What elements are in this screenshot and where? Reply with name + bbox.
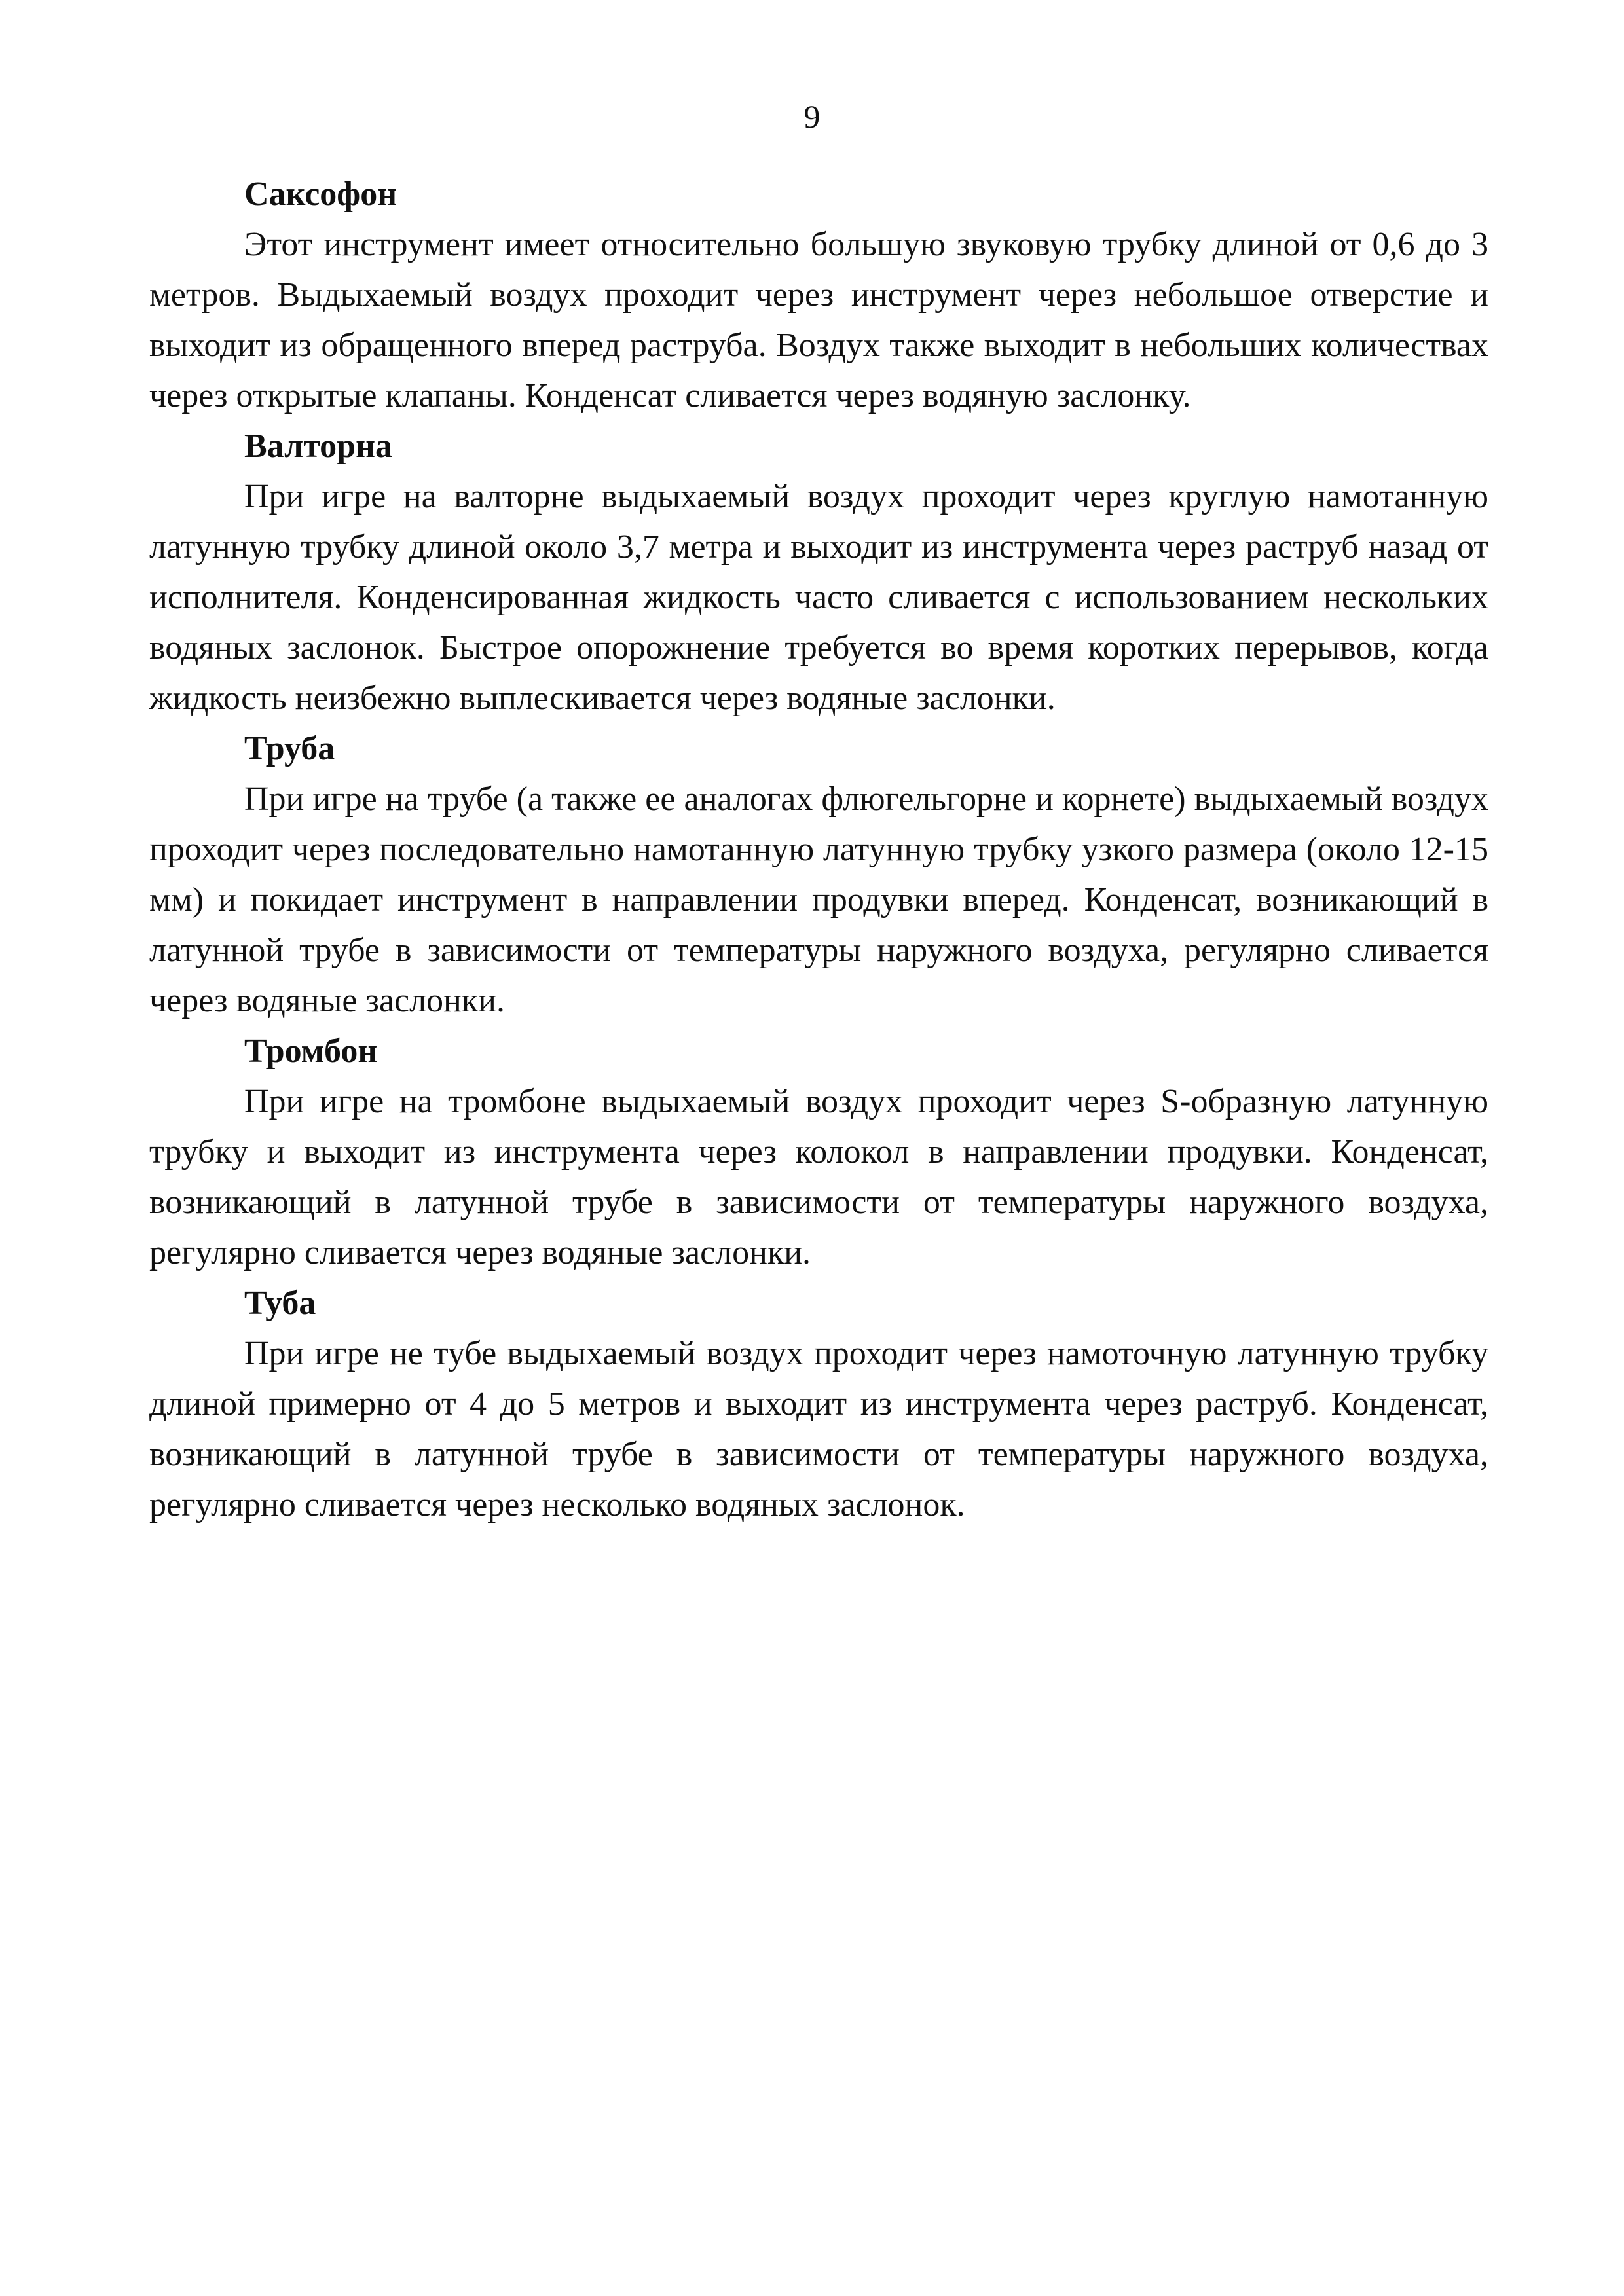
section-title: Туба: [244, 1285, 316, 1322]
section-trombone: [149, 1026, 1488, 1278]
page-number: 9: [803, 98, 821, 135]
section-text: При игре на тромбоне выдыхаемый воздух проходит через S-образную латунную трубку и выходит из инструмента через колокол в направлении продувки. Конденсат, возникающий в латунной трубе в зависимости от температуры наружного воздуха, регулярно сливается через водяные заслонки.: [149, 1083, 1488, 1271]
section-saxophone: [149, 169, 1488, 421]
page-content: [149, 169, 1488, 1530]
section-title: Тромбон: [244, 1032, 378, 1070]
section-text: При игре на валторне выдыхаемый воздух проходит через круглую намотанную латунную трубку длиной около 3,7 метра и выходит из инструмента через раструб назад от исполнителя. Конденсированная жидкость часто сливается с использованием нескольких водяных заслонок. Быстрое опорожнение требуется во время коротких перерывов, когда жидкость неизбежно выплескивается через водяные заслонки.: [149, 478, 1488, 717]
section-trumpet: [149, 723, 1488, 1026]
section-french-horn: [149, 421, 1488, 723]
section-tuba: [149, 1278, 1488, 1530]
section-title: Труба: [244, 730, 335, 767]
section-title: Валторна: [244, 428, 393, 465]
section-text: При игре не тубе выдыхаемый воздух проходит через намоточную латунную трубку длиной примерно от 4 до 5 метров и выходит из инструмента через раструб. Конденсат, возникающий в латунной трубе в зависимости от температуры наружного воздуха, регулярно сливается через несколько водяных заслонок.: [149, 1335, 1488, 1523]
section-title: Саксофон: [244, 175, 397, 213]
section-text: Этот инструмент имеет относительно большую звуковую трубку длиной от 0,6 до 3 метров. Выдыхаемый воздух проходит через инструмент через небольшое отверстие и выходит из обращенного вперед раструба. Воздух также выходит в небольших количествах через открытые клапаны. Конденсат сливается через водяную заслонку.: [149, 226, 1488, 414]
section-text: При игре на трубе (а также ее аналогах флюгельгорне и корнете) выдыхаемый воздух проходит через последовательно намотанную латунную трубку узкого размера (около 12-15 мм) и покидает инструмент в направлении продувки вперед. Конденсат, возникающий в латунной трубе в зависимости от температуры наружного воздуха, регулярно сливается через водяные заслонки.: [149, 780, 1488, 1019]
